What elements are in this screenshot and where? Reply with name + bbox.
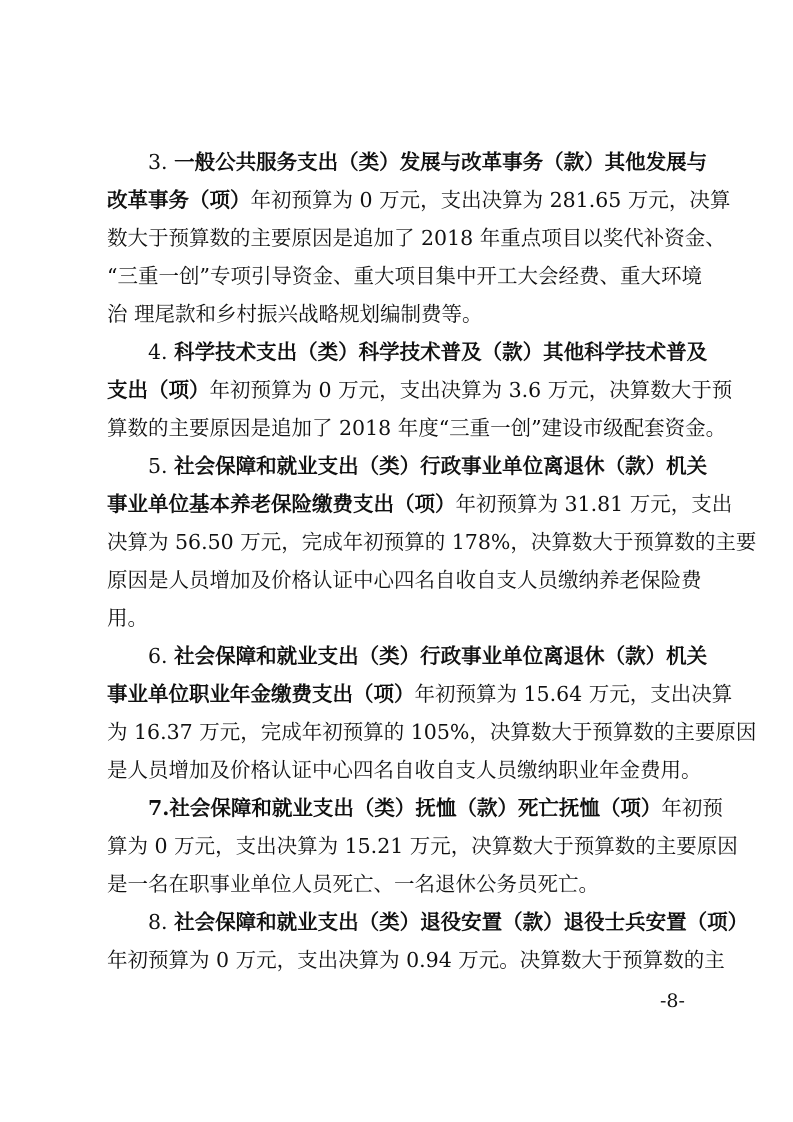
page-number: -8-	[660, 990, 685, 1012]
text-line	[107, 599, 694, 637]
bold-heading-text: 改革事务（项）	[107, 188, 251, 212]
bold-heading-text: 科学技术支出（类）科学技术普及（款）其他科学技术普及	[174, 340, 708, 364]
text-line	[107, 865, 694, 903]
text-line	[107, 789, 723, 827]
text-line	[107, 485, 733, 523]
body-text: 是一名在职事业单位人员死亡、一名退休公务员死亡。	[107, 872, 599, 896]
paragraph	[107, 789, 738, 903]
paragraph	[107, 637, 757, 789]
body-text: 年初预算为 0 万元，支出决算为 3.6 万元，决算数大于预	[209, 378, 733, 402]
body-text: 8.	[148, 910, 175, 934]
body-text: 4.	[148, 340, 175, 364]
body-text: 年初预算为 15.64 万元，支出决算	[414, 682, 733, 706]
bold-heading-text: 社会保障和就业支出（类）行政事业单位离退休（款）机关	[174, 454, 708, 478]
body-text: 决算为 56.50 万元，完成年初预算的 178%，决算数大于预算数的主要	[107, 530, 757, 554]
bold-heading-text: 事业单位职业年金缴费支出（项）	[107, 682, 415, 706]
text-line	[107, 409, 727, 447]
body-text: 年初预算为 0 万元，支出决算为 0.94 万元。决算数大于预算数的主	[107, 948, 725, 972]
body-text: 原因是人员增加及价格认证中心四名自收自支人员缴纳养老保险费	[107, 568, 702, 592]
text-line	[107, 181, 731, 219]
body-text: 是人员增加及价格认证中心四名自收自支人员缴纳职业年金费用。	[107, 758, 702, 782]
text-line	[107, 827, 738, 865]
body-text: 年初预	[661, 796, 723, 820]
body-text: 数大于预算数的主要原因是追加了 2018 年重点项目以奖代补资金、	[107, 226, 726, 250]
body-text: 治 理尾款和乡村振兴战略规划编制费等。	[107, 302, 483, 326]
body-text: 年初预算为 0 万元，支出决算为 281.65 万元，决算	[250, 188, 731, 212]
text-line	[107, 333, 708, 371]
bold-heading-text: 事业单位基本养老保险缴费支出（项）	[107, 492, 456, 516]
text-line	[107, 143, 708, 181]
text-line	[107, 219, 726, 257]
bold-heading-text: 社会保障和就业支出（类）行政事业单位离退休（款）机关	[174, 644, 708, 668]
body-text: 3.	[148, 150, 175, 174]
text-line	[107, 941, 725, 979]
paragraph	[107, 333, 733, 447]
body-text: 6.	[148, 644, 175, 668]
text-line	[107, 523, 757, 561]
text-line	[107, 561, 702, 599]
bold-heading-text: 支出（项）	[107, 378, 210, 402]
paragraph	[107, 903, 749, 979]
body-text: 5.	[148, 454, 175, 478]
text-line	[107, 295, 694, 333]
body-text: “三重一创”专项引导资金、重大项目集中开工大会经费、重大环境	[107, 264, 702, 288]
text-line	[107, 447, 708, 485]
text-line	[107, 675, 733, 713]
text-line	[107, 257, 702, 295]
text-line	[107, 903, 749, 941]
body-text: 算为 0 万元，支出决算为 15.21 万元，决算数大于预算数的主要原因	[107, 834, 738, 858]
body-text: 年初预算为 31.81 万元，支出	[455, 492, 733, 516]
bold-heading-text: 7.社会保障和就业支出（类）抚恤（款）死亡抚恤（项）	[148, 796, 662, 820]
body-text: 用。	[107, 606, 148, 630]
text-line	[107, 713, 757, 751]
text-line	[107, 637, 708, 675]
body-text: 算数的主要原因是追加了 2018 年度“三重一创”建设市级配套资金。	[107, 416, 727, 440]
body-text: 为 16.37 万元，完成年初预算的 105%，决算数大于预算数的主要原因	[107, 720, 757, 744]
paragraph	[107, 447, 757, 637]
paragraph	[107, 143, 731, 333]
text-line	[107, 751, 702, 789]
bold-heading-text: 社会保障和就业支出（类）退役安置（款）退役士兵安置（项）	[174, 910, 749, 934]
text-line	[107, 371, 733, 409]
bold-heading-text: 一般公共服务支出（类）发展与改革事务（款）其他发展与	[174, 150, 708, 174]
document-body	[107, 143, 757, 979]
